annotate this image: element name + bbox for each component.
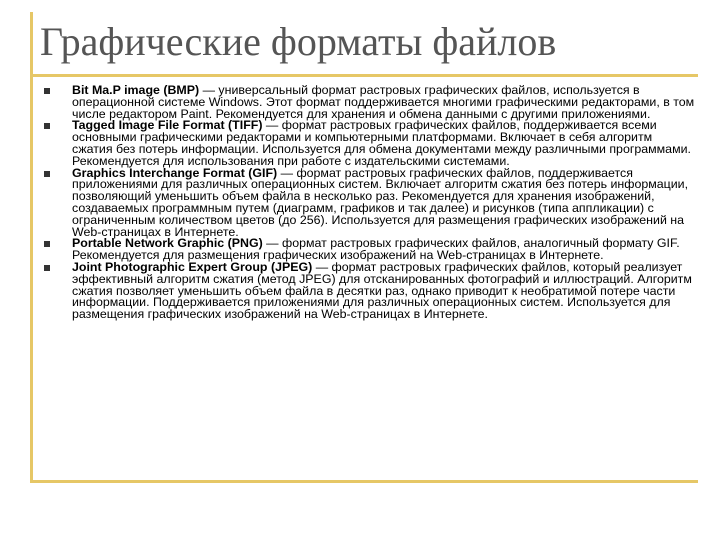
format-description: — формат растровых графических файлов, поддерживается всеми основными графическими редакторами и компьютерными платформами. Включает в себя алгоритм сжатия без потерь информации. Используется для обмена документами между различными программами. Рекомендуется для использования при работе с издательскими системами. <box>72 118 691 168</box>
bullet-item-tiff <box>40 120 696 167</box>
bullet-item-gif <box>40 165 696 239</box>
square-bullet-icon <box>44 123 50 129</box>
left-frame-rule <box>30 12 33 482</box>
format-term: Graphics Interchange Format (GIF) <box>72 165 278 180</box>
square-bullet-icon <box>44 88 50 94</box>
format-description: — универсальный формат растровых графических файлов, используется в операционной системе Windows. Этот формат поддерживается многими графическими редакторами, в том числе редактором Paint. Рекомендуется для хранения и обмена данными с другими приложениями. <box>72 83 695 121</box>
title-underline-rule <box>30 74 698 77</box>
format-term: Bit Ma.P image (BMP) <box>72 83 200 97</box>
format-description: — формат растровых графических файлов, поддерживается приложениями для различных операционных систем. Включает алгоритм сжатия без потерь информации, позволяющий уменьшить объем файла в несколько раз. Рекомендуется для хранения изображений, создаваемых программным путем (диаграмм, графиков и так далее) и рисунков (типа аппликации) с ограниченным количеством цветов (до 256). Используется для размещения графических изображений на Web-страницах в Интернете. <box>72 165 689 239</box>
format-description: — формат растровых графических файлов, аналогичный формату GIF. Рекомендуется для размещения графических изображений на Web-страницах в Интернете. <box>72 236 680 263</box>
format-term: Portable Network Graphic (PNG) <box>72 236 263 251</box>
square-bullet-icon <box>44 265 50 271</box>
bullet-item-bmp <box>40 85 696 120</box>
format-description: — формат растровых графических файлов, который реализует эффективный алгоритм сжатия (метод JPEG) для отсканированных фотографий и иллюстраций. Алгоритм сжатия позволяет уменьшить объем файла в десятки раз, однако приводит к необратимой потере части информации. Поддерживается приложениями для различных операционных систем. Используется для размещения графических изображений на Web-страницах в Интернете. <box>72 259 692 322</box>
bullet-item-jpeg <box>40 259 696 322</box>
square-bullet-icon <box>44 241 50 247</box>
slide-title: Графические форматы файлов <box>40 19 557 64</box>
bottom-frame-rule <box>30 480 698 483</box>
format-term: Tagged Image File Format (TIFF) <box>72 118 263 133</box>
square-bullet-icon <box>44 171 50 177</box>
format-term: Joint Photographic Expert Group (JPEG) <box>72 259 313 274</box>
bullet-list <box>40 85 696 321</box>
bullet-item-png <box>40 238 696 262</box>
